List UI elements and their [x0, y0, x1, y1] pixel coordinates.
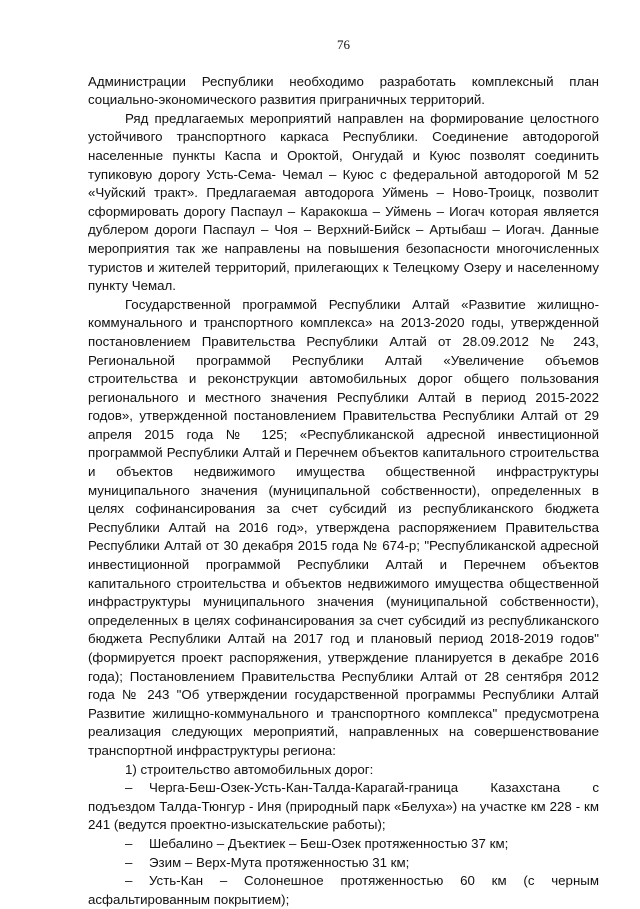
list-item-text: Эзим – Верх-Мута протяженностью 31 км; [149, 854, 410, 870]
list-item-text: Усть-Кан – Солонешное протяженностью 60 км (с черным асфальтированным покрытием); [88, 873, 599, 907]
list-title-road-construction: 1) строительство автомобильных дорог: [125, 761, 374, 777]
list-item [88, 872, 599, 909]
list-item [88, 854, 599, 873]
paragraph-transport-framework: Ряд предлагаемых мероприятий направлен на формирование целостного устойчивого транспортного каркаса Республики. Соединение автодорогой населенные пункты Каспа и Ороктой, Онгудай и Куюс позволят соединить тупиковую дорогу Усть-Сема- Чемал – Куюс с федеральной автодорогой М 52 «Чуйский тракт». Предлагаемая автодорога Уймень – Ново-Троицк, позволит сформировать дорогу Паспаул – Каракокша – Уймень – Иогач которая является дублером дороги Паспаул – Чоя – Верхний-Бийск – Артыбаш – Иогач. Данные мероприятия так же направлены на повышения безопасности многочисленных туристов и жителей территорий, прилегающих к Телецкому Озеру и населенному пункту Чемал. [88, 110, 599, 294]
list-dash: – [125, 873, 133, 889]
list-item [88, 835, 599, 854]
list-item-text: Черга-Беш-Озек-Усть-Кан-Талда-Карагай-граница Казахстана с подъездом Талда-Тюнгур - Иня (природный парк «Белуха») на участке км 228 - км 241 (ведутся проектно-изыскательские работы); [88, 780, 599, 833]
paragraph-admin-plan: Администрации Республики необходимо разработать комплексный план социально-экономического развития приграничных территорий. [88, 73, 599, 108]
list-item-text: Шебалино – Дъектиек – Беш-Озек протяженностью 37 км; [149, 835, 509, 851]
list-dash: – [125, 835, 133, 851]
page-number: 76 [337, 37, 350, 52]
list-dash: – [125, 854, 133, 870]
paragraph-state-program: Государственной программой Республики Алтай «Развитие жилищно-коммунального и транспортного комплекса» на 2013-2020 годы, утвержденной постановлением Правительства Республики Алтай от 28.09.2012 № 243, Региональной программой Республики Алтай «Увеличение объемов строительства и реконструкции автомобильных дорог общего пользования регионального и местного значения Республики Алтай в период 2015-2022 годов», утвержденной постановлением Правительства Республики Алтай от 29 апреля 2015 года № 125; «Республиканской адресной инвестиционной программой Республики Алтай и Перечнем объектов капитального строительства и объектов недвижимого имущества общественной инфраструктуры муниципального значения (муниципальной собственности), определенных в целях софинансирования за счет субсидий из республиканского бюджета Республики Алтай на 2016 год», утверждена распоряжением Правительства Республики Алтай от 30 декабря 2015 года № 674-р; "Республиканской адресной инвестиционной программой Республики Алтай и Перечнем объектов капитального строительства и объектов недвижимого имущества общественной инфраструктуры муниципального значения (муниципальной собственности), определенных в целях софинансирования за счет субсидий из республиканского бюджета Республики Алтай на 2017 год и плановый период 2018-2019 годов" (формируется проект распоряжения, утверждение планируется в декабре 2016 года); Постановлением Правительства Республики Алтай от 28 сентября 2012 года № 243 "Об утверждении государственной программы Республики Алтай Развитие жилищно-коммунального и транспортного комплекса" предусмотрена реализация следующих мероприятий, направленных на совершенствование транспортной инфраструктуры региона: [88, 296, 599, 758]
list-dash: – [125, 780, 133, 796]
list-item [88, 779, 599, 835]
